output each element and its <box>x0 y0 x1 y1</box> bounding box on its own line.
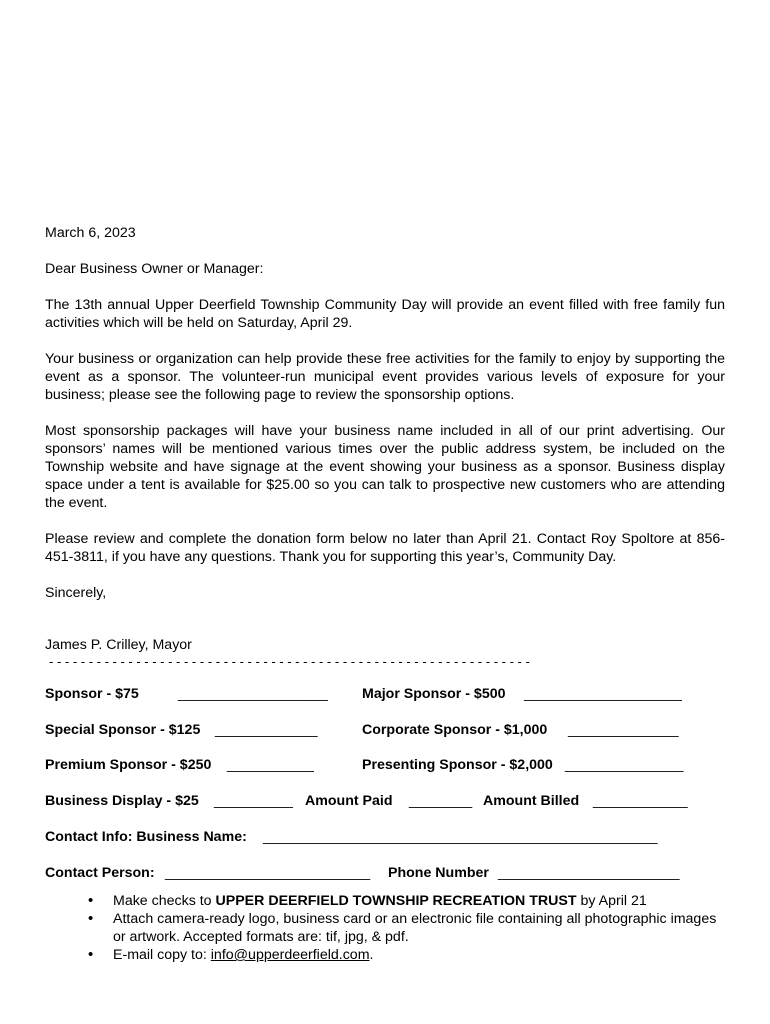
form-row-4 <box>45 793 688 813</box>
business-name-blank[interactable]: __________________________________________________ <box>263 829 658 845</box>
presenting-sponsor-label: Presenting Sponsor - $2,000 <box>362 757 553 773</box>
list-item <box>86 892 726 910</box>
phone-number-blank[interactable]: _______________________ <box>498 865 680 881</box>
contact-person-label: Contact Person: <box>45 865 155 881</box>
email-prefix: E-mail copy to: <box>113 947 211 963</box>
special-sponsor-blank[interactable]: _____________ <box>215 722 318 738</box>
letter-greeting: Dear Business Owner or Manager: <box>45 261 264 277</box>
email-link[interactable]: info@upperdeerfield.com <box>210 947 370 963</box>
amount-billed-label: Amount Billed <box>483 793 580 809</box>
checks-prefix: Make checks to <box>113 893 216 909</box>
business-display-label: Business Display - $25 <box>45 793 199 809</box>
presenting-sponsor-blank[interactable]: _______________ <box>565 757 684 773</box>
form-row-6 <box>45 865 680 885</box>
sponsor-75-blank[interactable]: ___________________ <box>178 686 328 702</box>
email-suffix: . <box>369 947 374 963</box>
sponsor-75-label: Sponsor - $75 <box>45 686 139 702</box>
paragraph-packages: Most sponsorship packages will have your business name included in all of our print advertising. Our sponsors’ names will be mentioned various times over the public address system, be included on the Township website and have signage at the event showing your business as a sponsor. Business display space under a tent is available for $25.00 so you can talk to prospective new customers who are attending the event. <box>45 423 725 511</box>
premium-sponsor-blank[interactable]: ___________ <box>227 757 314 773</box>
list-item <box>86 946 726 964</box>
letter-signer: James P. Crilley, Mayor <box>45 637 192 653</box>
corporate-sponsor-blank[interactable]: ______________ <box>568 722 679 738</box>
contact-person-blank[interactable]: __________________________ <box>165 865 371 881</box>
amount-paid-blank[interactable]: ________ <box>409 793 473 809</box>
letter-closing: Sincerely, <box>45 585 107 601</box>
amount-billed-blank[interactable]: ____________ <box>593 793 688 809</box>
major-sponsor-label: Major Sponsor - $500 <box>362 686 506 702</box>
form-row-2 <box>45 722 679 742</box>
business-display-blank[interactable]: __________ <box>214 793 293 809</box>
letter-date: March 6, 2023 <box>45 225 136 241</box>
special-sponsor-label: Special Sponsor - $125 <box>45 722 201 738</box>
paragraph-sponsor: Your business or organization can help provide these free activities for the family to enjoy by supporting the event as a sponsor. The volunteer-run municipal event provides various levels of exposure for your business; please see the following page to review the sponsorship options. <box>45 351 725 403</box>
major-sponsor-blank[interactable]: ____________________ <box>524 686 682 702</box>
list-item: • Attach camera-ready logo, business card or an electronic file containing all photographic images or artwork. Accepted formats are: tif, jpg, & pdf. <box>86 910 726 946</box>
checks-payee: UPPER DEERFIELD TOWNSHIP RECREATION TRUST <box>215 893 577 909</box>
amount-paid-label: Amount Paid <box>305 793 393 809</box>
phone-number-label: Phone Number <box>388 865 489 881</box>
letter-body <box>45 224 725 670</box>
cut-line: - - - - - - - - - - - - - - - - - - - - - - - - - - - - - - - - - - - - - - - - - - - - - - - - - - - - - - - - - - - - - <box>49 654 530 669</box>
premium-sponsor-label: Premium Sponsor - $250 <box>45 757 212 773</box>
form-row-3 <box>45 757 684 777</box>
corporate-sponsor-label: Corporate Sponsor - $1,000 <box>362 722 548 738</box>
instructions-list <box>86 892 726 964</box>
paragraph-intro: The 13th annual Upper Deerfield Township Community Day will provide an event filled with free family fun activities which will be held on Saturday, April 29. <box>45 297 725 331</box>
paragraph-review: Please review and complete the donation form below no later than April 21. Contact Roy Spoltore at 856-451-3811, if you have any questions. Thank you for supporting this year’s, Community Day. <box>45 531 725 565</box>
business-name-label: Contact Info: Business Name: <box>45 829 247 845</box>
checks-suffix: by April 21 <box>576 893 647 909</box>
form-row-1 <box>45 686 682 706</box>
form-row-5 <box>45 829 658 849</box>
